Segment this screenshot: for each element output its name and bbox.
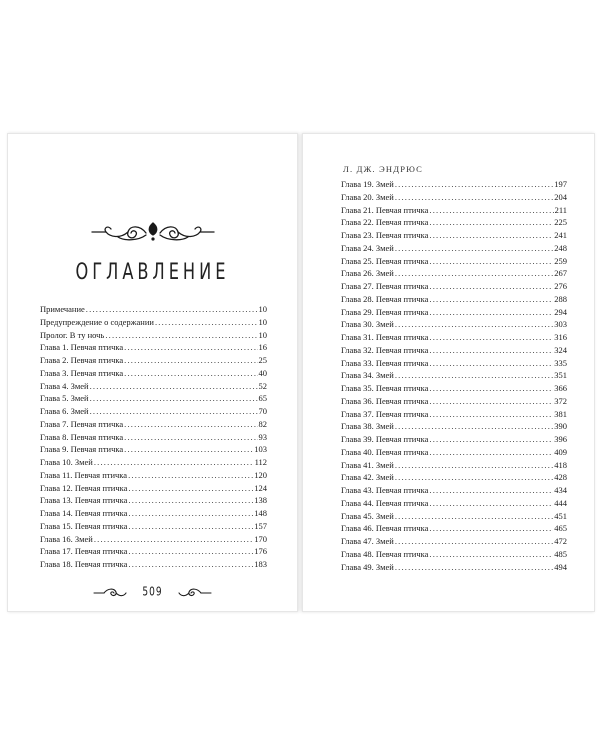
toc-entry xyxy=(341,242,567,255)
toc-dot-leader xyxy=(124,367,257,380)
toc-entry-title: Глава 49. Змей xyxy=(341,561,394,572)
toc-entry xyxy=(40,405,267,418)
toc-entry xyxy=(40,443,267,456)
toc-entry-page: 120 xyxy=(254,469,267,480)
toc-entry-page: 381 xyxy=(554,408,567,419)
toc-entry-title: Глава 37. Певчая птичка xyxy=(341,408,429,419)
toc-entry-page: 335 xyxy=(554,357,567,368)
toc-entry xyxy=(341,395,567,408)
toc-entry-title: Глава 3. Певчая птичка xyxy=(40,367,124,378)
toc-entry-title: Глава 48. Певчая птичка xyxy=(341,548,429,559)
toc-entry-title: Глава 26. Змей xyxy=(341,268,394,279)
toc-dot-leader xyxy=(128,482,253,495)
toc-entry-page: 267 xyxy=(554,268,567,279)
toc-dot-leader xyxy=(124,418,257,431)
toc-entry xyxy=(40,507,267,520)
toc-entry-page: 52 xyxy=(258,380,267,391)
toc-entry-page: 303 xyxy=(554,319,567,330)
toc-entry-page: 40 xyxy=(258,367,267,378)
toc-dot-leader xyxy=(124,354,257,367)
toc-entry-title: Глава 29. Певчая птичка xyxy=(341,306,429,317)
toc-entry-page: 444 xyxy=(554,497,567,508)
toc-entry xyxy=(341,280,567,293)
toc-dot-leader xyxy=(395,191,553,204)
toc-entry-page: 259 xyxy=(554,255,567,266)
toc-entry xyxy=(341,306,567,319)
toc-dot-leader xyxy=(128,558,253,571)
toc-entry-title: Глава 15. Певчая птичка xyxy=(40,520,128,531)
toc-entry-page: 366 xyxy=(554,383,567,393)
toc-entry-page: 494 xyxy=(554,561,567,572)
toc-entry xyxy=(40,558,267,571)
toc-entry-page: 418 xyxy=(554,459,567,470)
toc-dot-leader xyxy=(128,545,253,558)
toc-entry-page: 112 xyxy=(254,457,267,467)
toc-dot-leader xyxy=(124,341,257,354)
toc-dot-leader xyxy=(395,471,553,484)
toc-entry-title: Глава 23. Певчая птичка xyxy=(341,230,429,240)
toc-entry xyxy=(341,510,567,523)
toc-entry-page: 396 xyxy=(554,434,567,444)
toc-list-left xyxy=(40,303,267,571)
toc-dot-leader xyxy=(105,329,257,342)
toc-dot-leader xyxy=(94,456,254,469)
toc-dot-leader xyxy=(429,357,553,370)
toc-entry-page: 170 xyxy=(254,533,267,544)
toc-dot-leader xyxy=(429,280,553,293)
toc-entry xyxy=(341,408,567,421)
toc-entry-title: Глава 44. Певчая птичка xyxy=(341,497,429,508)
toc-entry-page: 316 xyxy=(554,332,567,342)
toc-entry-title: Глава 42. Змей xyxy=(341,472,394,483)
right-page xyxy=(302,133,595,612)
toc-entry xyxy=(40,533,267,546)
toc-list-right xyxy=(341,178,567,573)
toc-entry-title: Глава 28. Певчая птичка xyxy=(341,293,429,304)
toc-entry-page: 10 xyxy=(258,329,267,340)
toc-entry-page: 372 xyxy=(554,395,567,406)
toc-entry xyxy=(40,392,267,405)
toc-entry xyxy=(341,471,567,484)
toc-dot-leader xyxy=(429,484,553,497)
toc-dot-leader xyxy=(395,369,553,382)
toc-entry-page: 465 xyxy=(554,523,567,534)
toc-entry xyxy=(40,482,267,495)
toc-entry-page: 390 xyxy=(554,421,567,432)
toc-entry-title: Глава 39. Певчая птичка xyxy=(341,434,429,444)
toc-entry-title: Глава 17. Певчая птичка xyxy=(40,546,128,557)
toc-entry xyxy=(341,293,567,306)
toc-entry-page: 294 xyxy=(554,306,567,317)
toc-dot-leader xyxy=(429,395,553,408)
toc-entry-page: 434 xyxy=(554,485,567,495)
toc-dot-leader xyxy=(94,533,253,546)
toc-entry-title: Глава 38. Змей xyxy=(341,421,394,432)
toc-entry-title: Глава 12. Певчая птичка xyxy=(40,482,128,493)
toc-entry-title: Глава 45. Змей xyxy=(341,510,394,521)
toc-dot-leader xyxy=(155,316,258,329)
toc-dot-leader xyxy=(128,469,253,482)
toc-entry-page: 82 xyxy=(258,418,267,429)
toc-entry-title: Глава 20. Змей xyxy=(341,191,394,202)
flourish-ornament-icon xyxy=(88,217,218,247)
toc-entry-title: Глава 11. Певчая птичка xyxy=(40,469,128,480)
toc-entry xyxy=(341,331,567,344)
toc-entry xyxy=(40,367,267,380)
toc-entry-page: 485 xyxy=(554,548,567,559)
toc-entry-title: Глава 43. Певчая птичка xyxy=(341,485,429,495)
toc-entry-page: 241 xyxy=(554,230,567,240)
toc-entry-title: Глава 8. Певчая птичка xyxy=(40,431,124,442)
toc-heading: ОГЛАВЛЕНИЕ xyxy=(75,259,230,286)
toc-entry xyxy=(40,303,267,316)
toc-entry-title: Глава 5. Змей xyxy=(40,393,89,404)
toc-dot-leader xyxy=(395,459,553,472)
toc-entry-page: 351 xyxy=(554,370,567,381)
toc-dot-leader xyxy=(128,507,253,520)
swirl-ornament-icon xyxy=(177,586,213,598)
toc-dot-leader xyxy=(429,204,553,217)
toc-entry-page: 176 xyxy=(254,546,267,557)
toc-entry xyxy=(341,459,567,472)
toc-entry-page: 451 xyxy=(554,510,567,521)
toc-entry-title: Глава 13. Певчая птичка xyxy=(40,495,128,506)
toc-entry-page: 124 xyxy=(254,482,267,493)
toc-dot-leader xyxy=(429,522,553,535)
toc-entry-title: Примечание xyxy=(40,304,85,314)
toc-entry-page: 204 xyxy=(554,191,567,202)
toc-entry-page: 138 xyxy=(254,495,267,506)
toc-dot-leader xyxy=(128,520,253,533)
toc-entry-title: Глава 1. Певчая птичка xyxy=(40,342,124,353)
toc-entry-page: 183 xyxy=(254,559,267,569)
toc-entry-title: Глава 7. Певчая птичка xyxy=(40,418,124,429)
toc-entry xyxy=(40,329,267,342)
toc-dot-leader xyxy=(429,433,553,446)
toc-entry-title: Глава 4. Змей xyxy=(40,380,89,391)
toc-entry xyxy=(341,433,567,446)
toc-dot-leader xyxy=(429,548,553,561)
toc-dot-leader xyxy=(90,392,258,405)
toc-entry-title: Глава 10. Змей xyxy=(40,457,93,467)
toc-entry xyxy=(40,341,267,354)
toc-entry-page: 25 xyxy=(258,355,267,365)
toc-entry xyxy=(341,497,567,510)
toc-entry-title: Глава 41. Змей xyxy=(341,459,394,470)
toc-entry xyxy=(341,191,567,204)
toc-entry-page: 10 xyxy=(258,304,267,314)
toc-entry xyxy=(341,229,567,242)
toc-entry xyxy=(341,357,567,370)
toc-entry-title: Глава 22. Певчая птичка xyxy=(341,217,429,228)
toc-entry-title: Глава 27. Певчая птичка xyxy=(341,281,429,291)
toc-entry-title: Глава 31. Певчая птичка xyxy=(341,332,429,342)
toc-entry xyxy=(40,494,267,507)
page-footer xyxy=(8,583,297,601)
toc-entry-page: 428 xyxy=(554,472,567,483)
toc-entry-page: 324 xyxy=(554,344,567,355)
toc-dot-leader xyxy=(395,510,553,523)
toc-entry-title: Глава 21. Певчая птичка xyxy=(341,204,429,215)
toc-entry-page: 197 xyxy=(554,179,567,189)
toc-entry xyxy=(341,178,567,191)
toc-dot-leader xyxy=(429,408,553,421)
toc-entry xyxy=(341,204,567,217)
toc-entry xyxy=(40,520,267,533)
toc-entry xyxy=(341,420,567,433)
toc-dot-leader xyxy=(124,431,257,444)
toc-dot-leader xyxy=(429,344,553,357)
toc-entry-title: Глава 40. Певчая птичка xyxy=(341,446,429,457)
toc-entry-title: Глава 34. Змей xyxy=(341,370,394,381)
toc-entry-page: 288 xyxy=(554,293,567,304)
toc-entry xyxy=(341,446,567,459)
toc-entry-title: Глава 24. Змей xyxy=(341,242,394,253)
toc-entry xyxy=(40,380,267,393)
toc-entry-title: Глава 14. Певчая птичка xyxy=(40,508,128,518)
toc-entry xyxy=(341,267,567,280)
left-page xyxy=(7,133,298,612)
toc-entry-title: Глава 16. Змей xyxy=(40,533,93,544)
page-number: 509 xyxy=(142,585,163,599)
toc-dot-leader xyxy=(429,497,553,510)
toc-entry xyxy=(341,535,567,548)
toc-entry-page: 93 xyxy=(258,431,267,442)
toc-dot-leader xyxy=(429,229,553,242)
toc-entry-title: Глава 2. Певчая птичка xyxy=(40,355,124,365)
toc-entry xyxy=(40,354,267,367)
toc-dot-leader xyxy=(429,293,553,306)
toc-entry-title: Глава 9. Певчая птичка xyxy=(40,444,124,455)
toc-entry-page: 409 xyxy=(554,446,567,457)
toc-entry xyxy=(341,548,567,561)
running-head-author: Л. ДЖ. ЭНДРЮС xyxy=(343,164,423,174)
toc-entry xyxy=(341,382,567,395)
toc-entry-title: Глава 18. Певчая птичка xyxy=(40,559,128,569)
toc-dot-leader xyxy=(429,306,553,319)
toc-entry-title: Глава 35. Певчая птичка xyxy=(341,383,429,393)
toc-entry-page: 16 xyxy=(258,342,267,353)
toc-entry-title: Пролог. В ту ночь xyxy=(40,329,105,340)
toc-entry xyxy=(40,418,267,431)
toc-dot-leader xyxy=(395,242,553,255)
toc-dot-leader xyxy=(429,331,553,344)
toc-entry xyxy=(341,522,567,535)
toc-entry-title: Глава 32. Певчая птичка xyxy=(341,344,429,355)
toc-entry-page: 103 xyxy=(254,444,267,455)
toc-entry-page: 148 xyxy=(254,508,267,518)
toc-dot-leader xyxy=(429,216,553,229)
toc-dot-leader xyxy=(429,382,553,395)
toc-entry-page: 225 xyxy=(554,217,567,228)
toc-entry-page: 276 xyxy=(554,281,567,291)
toc-entry xyxy=(40,431,267,444)
toc-entry-page: 157 xyxy=(254,520,267,531)
toc-entry-page: 248 xyxy=(554,242,567,253)
toc-dot-leader xyxy=(429,446,553,459)
toc-entry-page: 70 xyxy=(258,406,267,416)
toc-dot-leader xyxy=(395,178,553,191)
toc-entry xyxy=(341,369,567,382)
toc-entry-title: Глава 25. Певчая птичка xyxy=(341,255,429,266)
toc-entry xyxy=(40,456,267,469)
toc-entry-page: 65 xyxy=(258,393,267,404)
toc-entry xyxy=(40,469,267,482)
toc-dot-leader xyxy=(395,420,553,433)
toc-entry-title: Глава 30. Змей xyxy=(341,319,394,330)
toc-entry-title: Глава 47. Змей xyxy=(341,536,394,546)
toc-entry xyxy=(40,545,267,558)
toc-entry xyxy=(341,318,567,331)
toc-dot-leader xyxy=(429,255,553,268)
toc-entry-title: Глава 36. Певчая птичка xyxy=(341,395,429,406)
toc-entry-title: Глава 46. Певчая птичка xyxy=(341,523,429,534)
toc-entry-title: Глава 33. Певчая птичка xyxy=(341,357,429,368)
swirl-ornament-icon xyxy=(92,586,128,598)
toc-entry-title: Глава 6. Змей xyxy=(40,406,89,416)
toc-entry-page: 10 xyxy=(258,316,267,327)
toc-entry xyxy=(341,344,567,357)
toc-dot-leader xyxy=(86,303,258,316)
toc-dot-leader xyxy=(395,267,553,280)
toc-entry xyxy=(341,561,567,574)
toc-entry xyxy=(341,255,567,268)
toc-dot-leader xyxy=(124,443,253,456)
toc-entry-page: 211 xyxy=(554,204,567,215)
toc-entry xyxy=(341,216,567,229)
toc-entry-title: Предупреждение о содержании xyxy=(40,316,154,327)
toc-entry xyxy=(341,484,567,497)
toc-entry-page: 472 xyxy=(554,536,567,546)
toc-dot-leader xyxy=(395,318,553,331)
toc-dot-leader xyxy=(395,535,553,548)
toc-dot-leader xyxy=(395,561,553,574)
toc-dot-leader xyxy=(90,405,258,418)
toc-dot-leader xyxy=(90,380,258,393)
toc-entry-title: Глава 19. Змей xyxy=(341,179,394,189)
toc-dot-leader xyxy=(128,494,253,507)
toc-entry xyxy=(40,316,267,329)
